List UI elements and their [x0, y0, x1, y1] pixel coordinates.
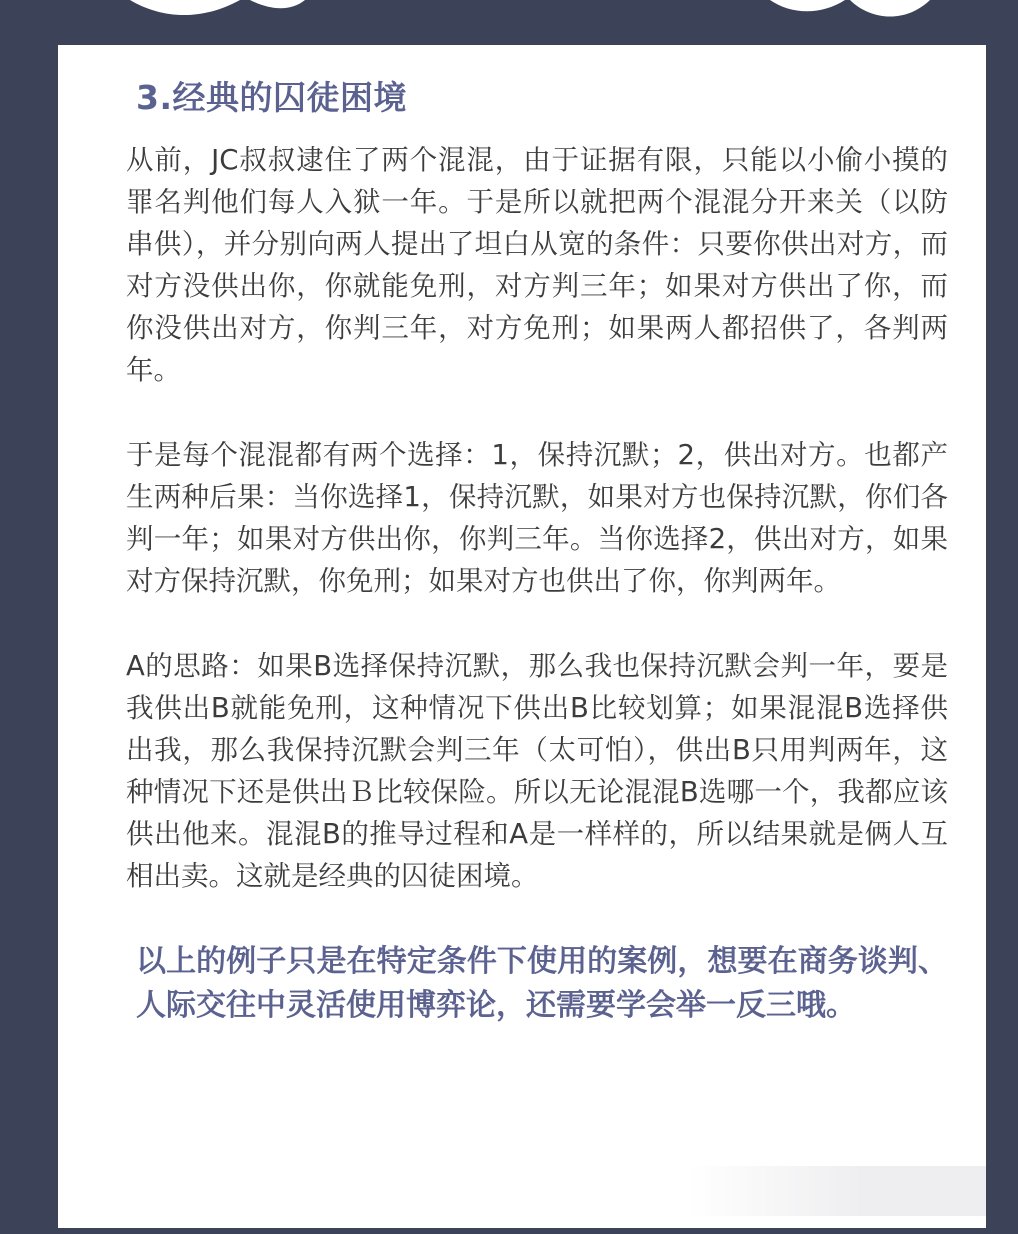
article-card	[58, 45, 986, 1228]
decorative-leaf-border	[0, 0, 1018, 30]
watermark-fade	[686, 1166, 986, 1216]
article-title: 3.经典的囚徒困境	[136, 78, 407, 117]
article-paragraph: 于是每个混混都有两个选择：1，保持沉默；2，供出对方。也都产生两种后果：当你选择1，保持沉默，如果对方也保持沉默，你们各判一年；如果对方供出你，你判三年。当你选择2，供出对方，如果对方保持沉默，你免刑；如果对方也供出了你，你判两年。	[126, 439, 948, 597]
article-paragraph: 从前，JC叔叔逮住了两个混混，由于证据有限，只能以小偷小摸的罪名判他们每人入狱一年。于是所以就把两个混混分开来关（以防串供），并分别向两人提出了坦白从宽的条件：只要你供出对方，而对方没供出你，你就能免刑，对方判三年；如果对方供出了你，而你没供出对方，你判三年，对方免刑；如果两人都招供了，各判两年。	[126, 144, 948, 386]
conclusion-text: 以上的例子只是在特定条件下使用的案例，想要在商务谈判、人际交往中灵活使用博弈论，还需要学会举一反三哦。	[136, 944, 948, 1023]
article-paragraph: A的思路：如果B选择保持沉默，那么我也保持沉默会判一年，要是我供出B就能免刑，这种情况下供出B比较划算；如果混混B选择供出我，那么我保持沉默会判三年（太可怕），供出B只用判两年，这种情况下还是供出Ｂ比较保险。所以无论混混B选哪一个，我都应该供出他来。混混B的推导过程和A是一样样的，所以结果就是俩人互相出卖。这就是经典的囚徒困境。	[126, 650, 948, 892]
